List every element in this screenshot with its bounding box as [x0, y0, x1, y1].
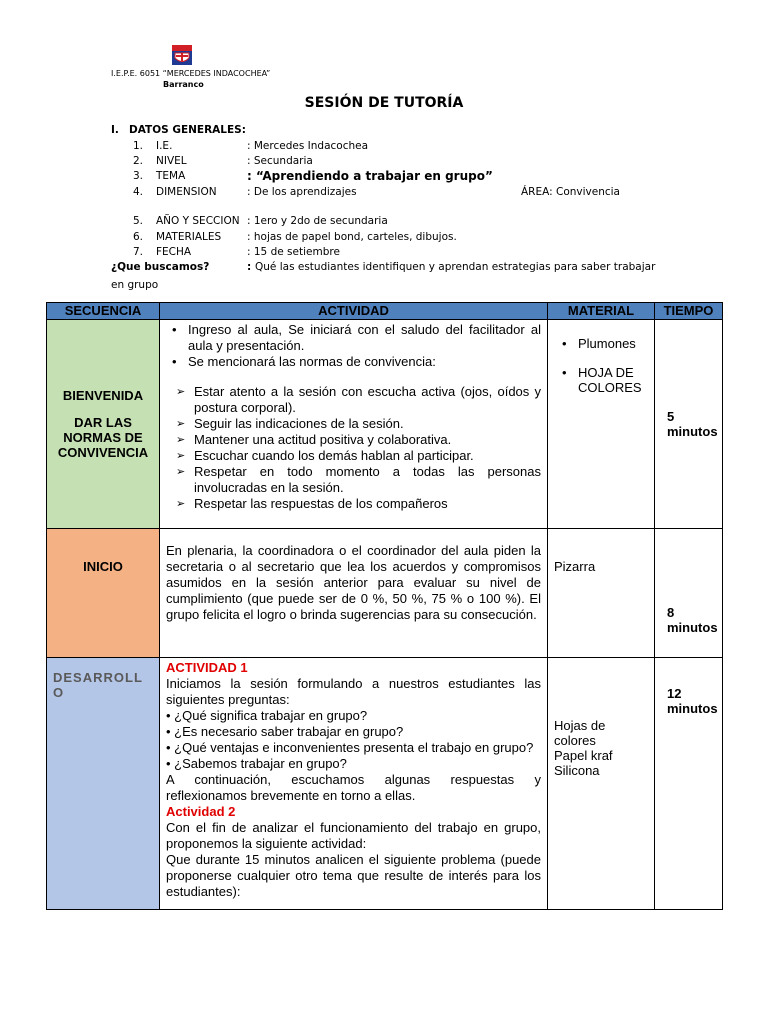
activity-1-title: ACTIVIDAD 1	[166, 660, 248, 675]
question-text: ¿Qué ventajas e inconvenientes presenta el trabajo en grupo?	[174, 740, 534, 755]
activity-1-intro: Iniciamos la sesión formulando a nuestros estudiantes las siguientes preguntas:	[166, 676, 541, 707]
header-actividad: ACTIVIDAD	[160, 303, 548, 320]
section-title: DATOS GENERALES:	[129, 124, 246, 136]
time-bienvenida: 5 minutos	[655, 320, 723, 529]
item-number: 1.	[133, 140, 144, 152]
list-item: • Plumones	[578, 336, 648, 351]
material-item: Hojas de colores	[554, 718, 606, 748]
activity-inicio: En plenaria, la coordinadora o el coordinador del aula piden la secretaria o al secretario que lea los acuerdos y compromisos asumidos en la sesión anterior para evaluar su nivel de cumplimiento (que puede ser de 0 %, 50 %, 75 % o 100 %). El grupo felicita el logro o brinda sugerencias para su consecución.	[160, 529, 548, 658]
school-crest-logo	[171, 44, 193, 66]
item-value: : hojas de papel bond, carteles, dibujos.	[247, 231, 457, 243]
activity-2-text: Con el fin de analizar el funcionamiento del trabajo en grupo, proponemos la siguiente actividad:	[166, 820, 541, 851]
item-number: 2.	[133, 155, 144, 167]
item-number: 6.	[133, 231, 144, 243]
table-row-bienvenida	[47, 320, 723, 529]
material-inicio: Pizarra	[548, 529, 655, 658]
school-district: Barranco	[163, 80, 204, 89]
list-item: ➢ Respetar las respuestas de los compañeros	[194, 496, 541, 512]
item-label: NIVEL	[156, 155, 187, 167]
question-colon: :	[247, 261, 252, 273]
item-value: : “Aprendiendo a trabajar en grupo”	[247, 169, 493, 183]
item-number: 3.	[133, 170, 144, 182]
item-value: : De los aprendizajes	[247, 186, 357, 198]
material-item: Silicona	[554, 763, 600, 778]
sequence-bienvenida	[47, 320, 160, 529]
sequence-sublabel: DAR LAS NORMAS DE CONVIVENCIA	[57, 415, 149, 460]
document-title: SESIÓN DE TUTORÍA	[304, 95, 464, 111]
sequence-label: BIENVENIDA	[62, 388, 144, 403]
item-label: I.E.	[156, 140, 173, 152]
list-item: • Ingreso al aula, Se iniciará con el saludo del facilitador al aula y presentación.	[188, 322, 541, 354]
item-value: : 15 de setiembre	[247, 246, 340, 258]
question-value: Qué las estudiantes identifiquen y aprendan estrategias para saber trabajar	[255, 261, 656, 273]
item-value: : Secundaria	[247, 155, 313, 167]
area-value: ÁREA: Convivencia	[521, 186, 620, 198]
material-desarrollo	[548, 658, 655, 910]
list-item: ➢ Seguir las indicaciones de la sesión.	[194, 416, 541, 432]
section-number: I.	[111, 124, 119, 136]
activity-desarrollo	[160, 658, 548, 910]
item-number: 4.	[133, 186, 144, 198]
list-item: ➢ Mantener una actitud positiva y colaborativa.	[194, 432, 541, 448]
activity-2-text-2: Que durante 15 minutos analicen el siguiente problema (puede proponerse cualquier otro tema que resulte de interés para los estudiantes):	[166, 852, 541, 899]
question-text: ¿Es necesario saber trabajar en grupo?	[174, 724, 404, 739]
list-item: ➢ Escuchar cuando los demás hablan al participar.	[194, 448, 541, 464]
material-item: Papel kraf	[554, 748, 613, 763]
item-value: : 1ero y 2do de secundaria	[247, 215, 388, 227]
question-item: • ¿Qué significa trabajar en grupo?	[166, 708, 368, 723]
item-label: TEMA	[156, 170, 186, 182]
question-item: • ¿Es necesario saber trabajar en grupo?	[166, 724, 404, 739]
header-secuencia: SECUENCIA	[47, 303, 160, 320]
question-item: • ¿Sabemos trabajar en grupo?	[166, 756, 347, 771]
item-label: MATERIALES	[156, 231, 222, 243]
table-row-inicio	[47, 529, 723, 658]
question-text: ¿Sabemos trabajar en grupo?	[174, 756, 347, 771]
header-material: MATERIAL	[548, 303, 655, 320]
sequence-inicio: INICIO	[47, 529, 160, 658]
time-desarrollo: 12 minutos	[655, 658, 723, 910]
question-text: ¿Qué significa trabajar en grupo?	[174, 708, 368, 723]
header-tiempo: TIEMPO	[655, 303, 723, 320]
item-number: 5.	[133, 215, 144, 227]
school-name: I.E.P.E. 6051 “MERCEDES INDACOCHEA”	[111, 69, 271, 78]
list-item: ➢ Respetar en todo momento a todas las personas involucradas en la sesión.	[194, 464, 541, 496]
list-item: ➢ Estar atento a la sesión con escucha activa (ojos, oídos y postura corporal).	[194, 384, 541, 416]
question-list	[166, 708, 541, 772]
table-row-desarrollo	[47, 658, 723, 910]
item-label: AÑO Y SECCION	[156, 215, 240, 227]
question-label: ¿Que buscamos?	[111, 261, 210, 273]
session-table	[46, 302, 723, 910]
question-item: • ¿Qué ventajas e inconvenientes presenta el trabajo en grupo?	[166, 740, 534, 755]
activity-1-outro: A continuación, escuchamos algunas respuestas y reflexionamos brevemente en torno a ellas.	[166, 772, 541, 803]
question-value-cont: en grupo	[111, 279, 159, 291]
list-item: • Se mencionará las normas de convivencia:	[188, 354, 541, 370]
activity-bienvenida	[160, 320, 548, 529]
table-header-row	[47, 303, 723, 320]
time-inicio: 8 minutos	[655, 529, 723, 658]
item-number: 7.	[133, 246, 144, 258]
sequence-desarrollo: DESARROLLO	[47, 658, 160, 910]
item-label: FECHA	[156, 246, 192, 258]
list-item: • HOJA DE COLORES	[578, 365, 648, 395]
activity-2-title: Actividad 2	[166, 804, 236, 819]
item-value: : Mercedes Indacochea	[247, 140, 369, 152]
material-bienvenida	[548, 320, 655, 529]
item-label: DIMENSION	[156, 186, 217, 198]
